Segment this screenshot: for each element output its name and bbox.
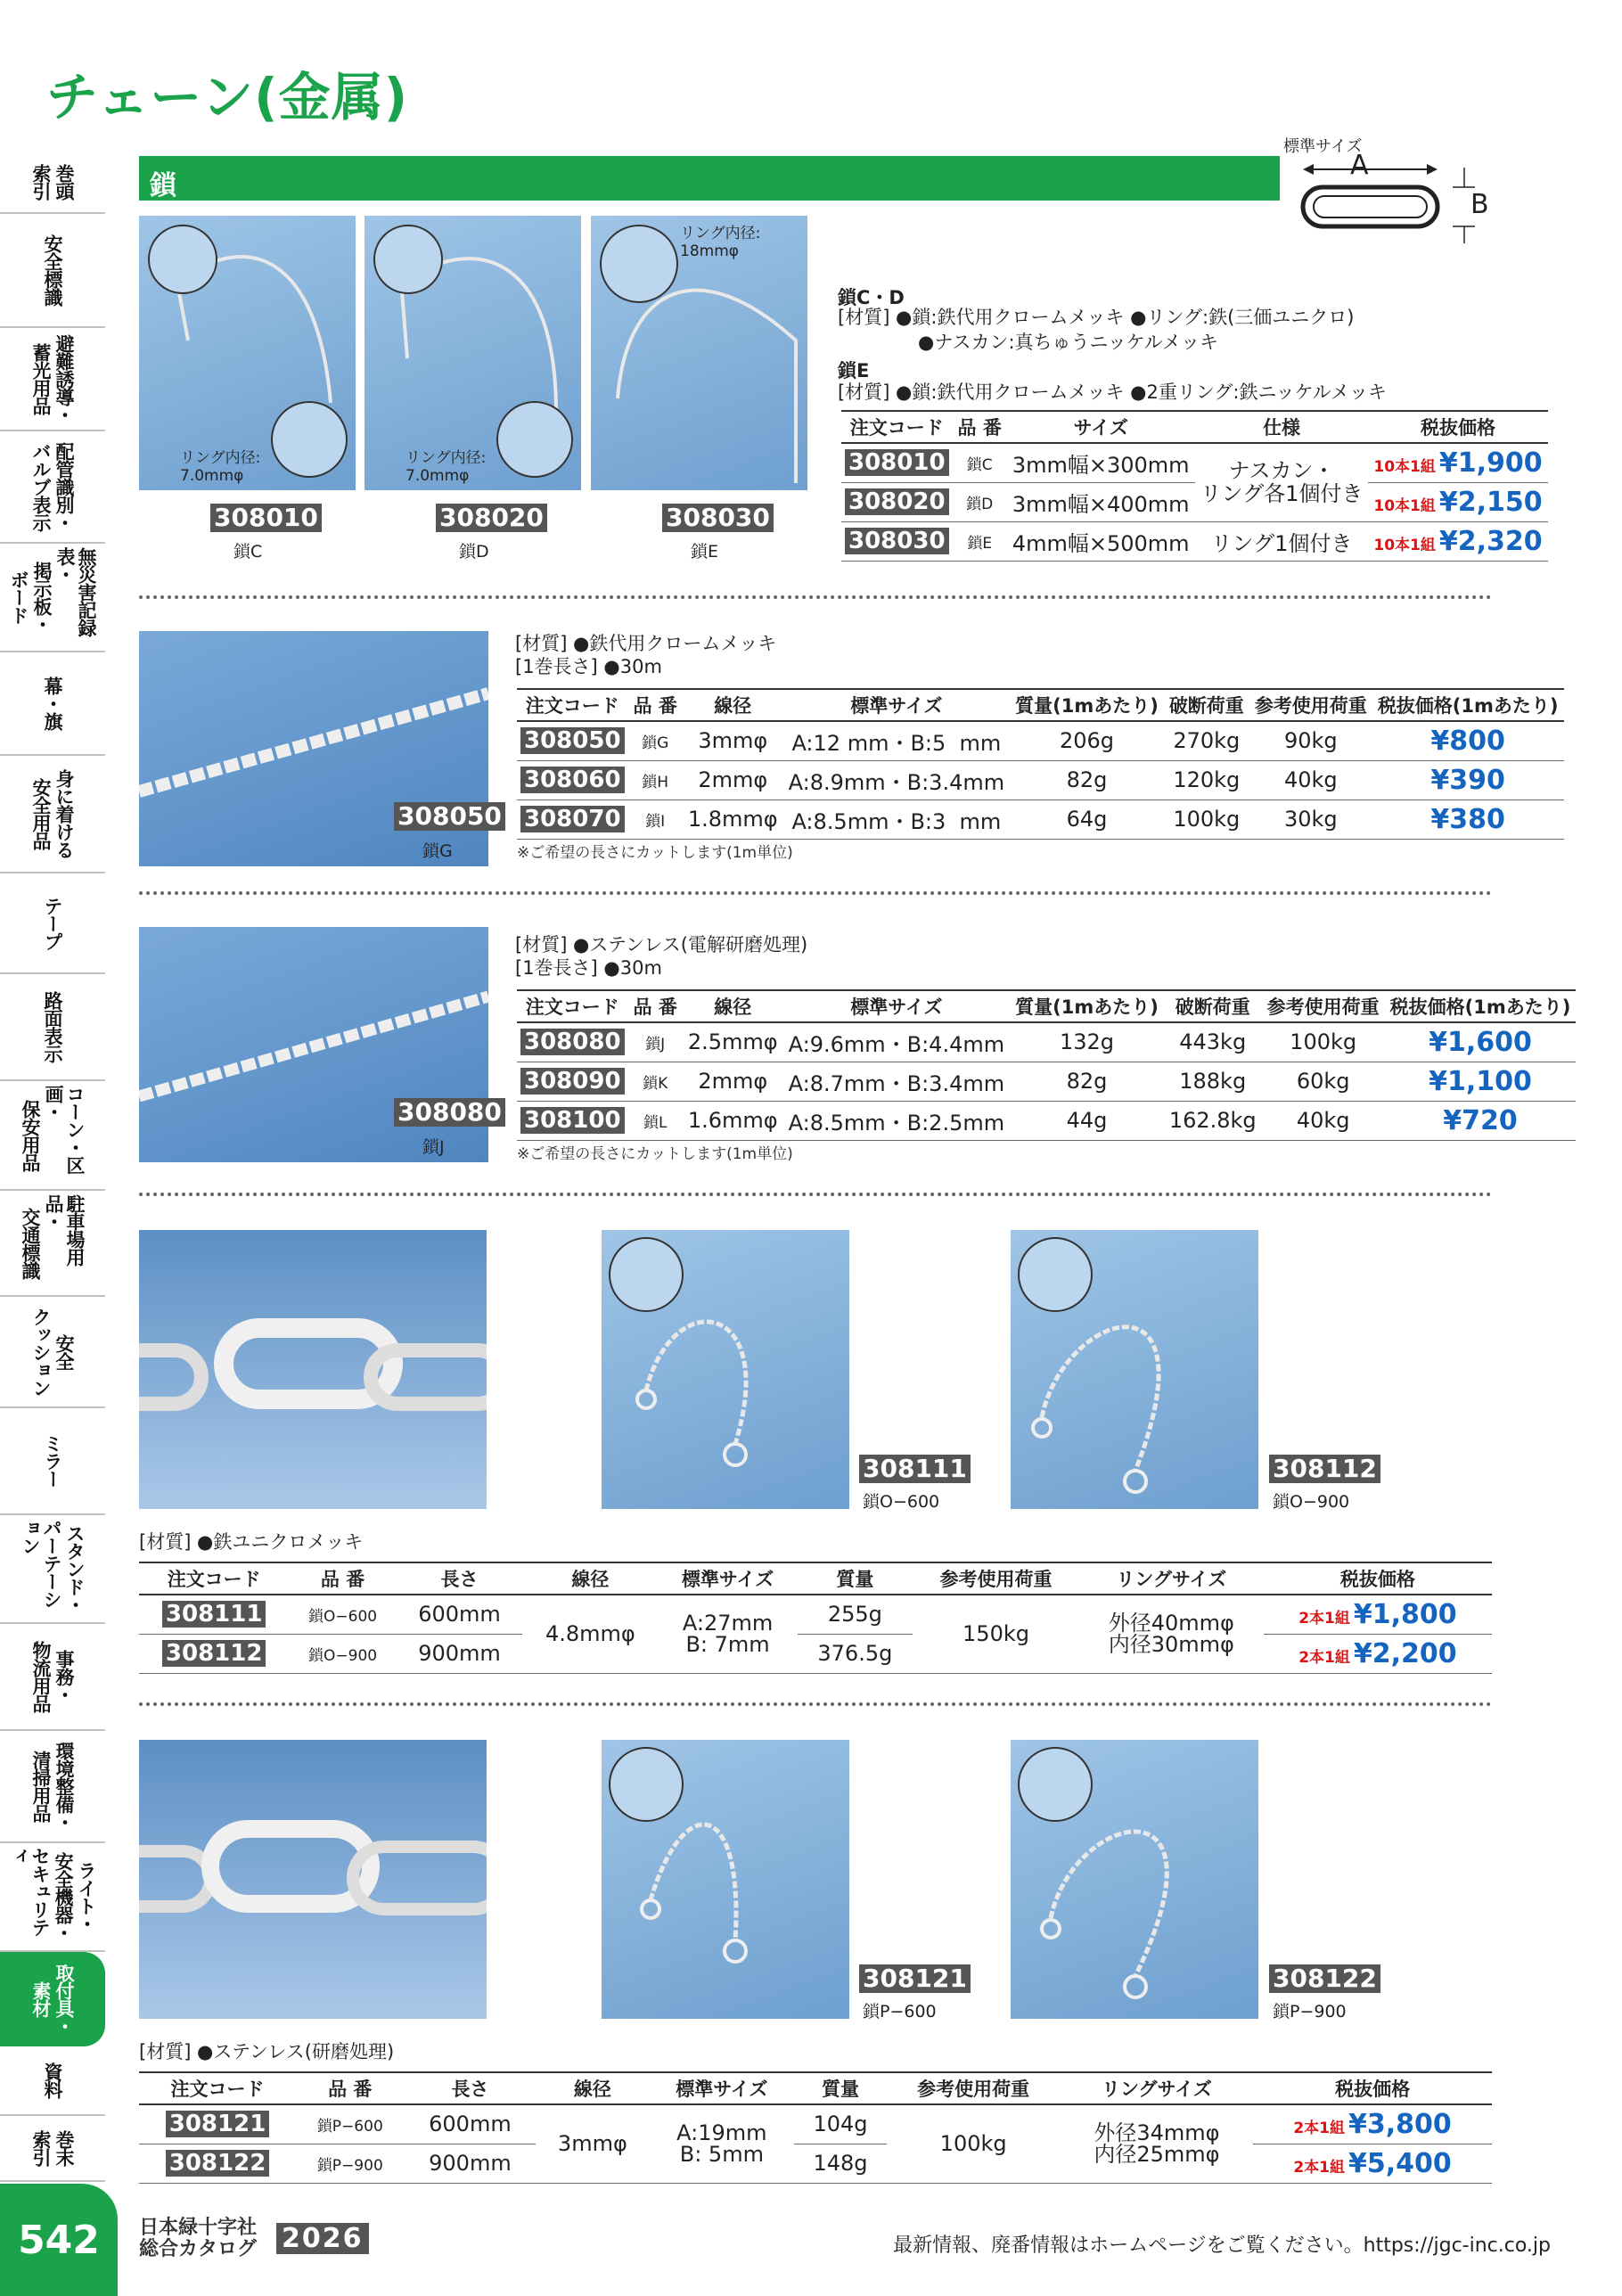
price: ¥1,800 [1353,1598,1457,1630]
th-col: 参考使用荷重 [1262,990,1385,1022]
sidebar-tab-label: 保安用品 [20,1099,41,1171]
ring-note: リング内径: 7.0mmφ [406,449,487,485]
part-no: 鎖H [628,760,683,800]
photo-name: 鎖E [691,542,719,562]
sidebar-tab-label: 安全 [53,1333,75,1370]
catalog-name [139,2218,257,2260]
table-row [841,443,1548,482]
sidebar-tab-label: 避難誘導・ [53,334,75,423]
sidebar-tab-label: ボード [8,570,29,624]
th-col: 質量(1mあたり) [1010,689,1164,721]
break-load: 270kg [1164,721,1249,760]
mass: 255g [798,1595,913,1634]
ring-size: 外径40mmφ 内径30mmφ [1079,1595,1264,1673]
th-code: 注文コード [841,411,953,443]
mass: 148g [794,2144,886,2183]
table-row [517,760,1564,800]
inset-ring [271,401,348,478]
std-size-b: B [1470,189,1489,220]
price: ¥5,400 [1348,2147,1452,2179]
ref-load: 40kg [1262,1101,1385,1140]
th-col: 品 番 [289,1562,396,1595]
spec: ナスカン・ リング各1個付き [1195,443,1369,521]
sidebar-tab[interactable] [0,756,105,873]
inset-snap-hook [148,225,217,294]
std-size-label: 標準サイズ [1283,137,1363,156]
mass: 132g [1010,1022,1164,1062]
divider [139,1193,1492,1196]
wire-dia: 3mmφ [683,721,783,760]
sidebar-tab[interactable] [0,1515,105,1624]
th-size: サイズ [1007,411,1195,443]
std-size: A:19mm B: 5mm [649,2104,794,2183]
order-code: 308050 [520,727,625,754]
order-code: 308080 [520,1029,625,1055]
sidebar-tab[interactable] [0,328,105,431]
wire-dia: 2.5mmφ [683,1022,783,1062]
th-col: 破断荷重 [1164,990,1262,1022]
th-col: 注文コード [139,2072,296,2104]
product-photo-308010 [139,216,356,490]
th-col: 標準サイズ [649,2072,794,2104]
cd-title: 鎖C・D [838,287,905,308]
catalog-year: 2026 [276,2223,369,2254]
order-code: 308030 [845,528,949,554]
sidebar-tab[interactable] [0,2116,105,2182]
material: [材質] ●鉄代用クロームメッキ [515,633,777,654]
th-spec: 仕様 [1195,411,1369,443]
unit: 2本1組 [1293,2119,1346,2137]
part-no: 鎖P−600 [296,2104,404,2144]
break-load: 443kg [1164,1022,1262,1062]
photo-code: 308010 [210,504,322,532]
product-photo-308111 [602,1230,849,1509]
part-no: 鎖L [628,1101,683,1140]
sidebar-tab-label: 路面表示 [42,991,63,1062]
break-load: 100kg [1164,800,1249,839]
unit: 2本1組 [1293,2158,1346,2177]
th-col: 標準サイズ [659,1562,798,1595]
th-col: 品 番 [296,2072,404,2104]
table-row [139,2144,1492,2183]
inset-ring [1018,1237,1093,1312]
mass: 82g [1010,760,1164,800]
sidebar-tab-label: 幕・旗 [42,676,63,730]
part-no: 鎖O−900 [289,1634,396,1673]
part-no: 鎖O−600 [289,1595,396,1634]
photo-name: 鎖D [459,542,489,562]
th-col: 注文コード [139,1562,289,1595]
divider [139,891,1492,895]
ref-load: 60kg [1262,1062,1385,1101]
e-material: [材質] ●鎖:鉄代用クロームメッキ ●2重リング:鉄ニッケルメッキ [838,381,1387,403]
wire-dia: 2mmφ [683,760,783,800]
th-col: 品 番 [628,990,683,1022]
sidebar-tab[interactable] [0,1624,105,1731]
length: 900mm [405,2144,537,2183]
break-load: 120kg [1164,760,1249,800]
th-col: 参考使用荷重 [887,2072,1061,2104]
price: ¥720 [1385,1101,1577,1140]
photo-code: 308112 [1269,1455,1380,1483]
mass: 82g [1010,1062,1164,1101]
order-code: 308121 [166,2111,270,2137]
th-col: 質量(1mあたり) [1010,990,1164,1022]
std-size: A:8.5mm・B:2.5mm [783,1101,1010,1140]
order-code: 308020 [845,488,949,515]
part-no: 鎖P−900 [296,2144,404,2183]
unit: 10本1組 [1373,536,1436,554]
ref-load: 100kg [1262,1022,1385,1062]
th-col: 質量 [794,2072,886,2104]
page-number: 542 [0,2184,118,2296]
th-col: 標準サイズ [783,689,1010,721]
closeup-photo-stainless-chain [139,1740,487,2019]
ring-note: リング内径: 7.0mmφ [180,449,261,485]
sidebar-tab[interactable] [0,974,105,1081]
photo-code: 308121 [859,1964,971,1993]
sidebar-tab-label: 清掃用品 [30,1751,52,1822]
product-photo-308050 [139,631,502,866]
order-code: 308060 [520,767,625,793]
sidebar-tab-label: 事務・ [53,1650,75,1703]
order-code: 308112 [162,1640,266,1667]
wire-dia: 1.6mmφ [683,1101,783,1140]
mass: 44g [1010,1101,1164,1140]
divider [139,595,1492,599]
cd-material-2: ●ナスカン:真ちゅうニッケルメッキ [918,332,1219,353]
wire-dia: 3mmφ [536,2104,649,2183]
sidebar-tab-label: スタンド・ [64,1524,86,1613]
table-row [841,521,1548,561]
price: ¥1,900 [1438,447,1543,479]
sidebar-tab-label: セキュリティ [8,1847,51,1936]
closeup-photo-iron-chain [139,1230,487,1509]
mass: 64g [1010,800,1164,839]
inset-ring [1018,1747,1093,1822]
table-row [517,1022,1576,1062]
sidebar-tab-label: 安全用品 [30,778,52,849]
product-photo-308121 [602,1740,849,2019]
sidebar-tab-label: ライト・ [76,1861,97,1932]
std-size: A:27mm B: 7mm [659,1595,798,1673]
th-col: 長さ [405,2072,537,2104]
sidebar-tab-label: 資料 [42,2062,63,2098]
part-no: 鎖G [628,721,683,760]
sidebar-tab[interactable] [0,1081,105,1191]
sidebar-tab[interactable] [0,1952,105,2046]
order-code: 308111 [162,1601,266,1628]
price: ¥390 [1372,760,1564,800]
th-col: 質量 [798,1562,913,1595]
sidebar-tab[interactable] [0,1408,105,1515]
photo-code: 308111 [859,1455,971,1483]
sidebar-tab[interactable] [0,152,105,214]
sidebar-tab-label: 物流用品 [30,1641,52,1712]
unit: 10本1組 [1373,496,1436,515]
photo-name: 鎖P−600 [863,2002,937,2021]
sidebar-tab-label: 取付具・ [53,1964,75,2035]
e-title: 鎖E [838,360,870,381]
th-col: 注文コード [517,990,628,1022]
cd-material-1: [材質] ●鎖:鉄代用クロームメッキ ●リング:鉄(三価ユニクロ) [838,307,1355,328]
th-col: 注文コード [517,689,628,721]
price: ¥380 [1372,800,1564,839]
sidebar-tab[interactable] [0,1297,105,1408]
photo-name: 鎖C [233,542,263,562]
std-size: A:9.6mm・B:4.4mm [783,1022,1010,1062]
part-no: 鎖C [953,443,1007,482]
sidebar-tab[interactable] [0,431,105,544]
table-row [517,1062,1576,1101]
wire-dia: 2mmφ [683,1062,783,1101]
cut-note: ※ご希望の長さにカットします(1m単位) [517,844,793,862]
th-col: 破断荷重 [1164,689,1249,721]
photo-name: 鎖J [422,1137,445,1157]
length: 600mm [405,2104,537,2144]
th-col: 税抜価格(1mあたり) [1385,990,1577,1022]
th-col: 線径 [683,990,783,1022]
sidebar-tab[interactable] [0,1191,105,1297]
sidebar-tab-label: 身に着ける [53,769,75,858]
roll-length: [1巻長さ] ●30m [515,957,662,979]
inset-ring [609,1747,684,1822]
price: ¥800 [1372,721,1564,760]
unit: 2本1組 [1298,1609,1350,1628]
table-row [517,800,1564,839]
table-row [139,1634,1492,1673]
th-col: 参考使用荷重 [913,1562,1079,1595]
price: ¥2,320 [1438,525,1543,557]
product-photo-308112 [1011,1230,1258,1509]
photo-code: 308122 [1269,1964,1380,1993]
sidebar-tab[interactable] [0,652,105,756]
sidebar-tab-label: 環境整備・ [53,1742,75,1831]
spec-table-1 [841,410,1548,562]
break-load: 188kg [1164,1062,1262,1101]
mass: 206g [1010,721,1164,760]
th-price: 税抜価格 [1368,411,1547,443]
sidebar-tab-label: 巻頭 [53,164,75,200]
sidebar-tab-label: パーテーション [20,1519,62,1608]
website-notice: 最新情報、廃番情報はホームページをご覧ください。https://jgc-inc.co.jp [893,2234,1551,2257]
unit: 2本1組 [1298,1648,1350,1667]
ring-size: 外径34mmφ 内径25mmφ [1061,2104,1253,2183]
th-col: 参考使用荷重 [1249,689,1372,721]
std-size: A:8.7mm・B:3.4mm [783,1062,1010,1101]
th-col: 線径 [522,1562,658,1595]
price: ¥3,800 [1348,2108,1452,2140]
photo-name: 鎖O−600 [863,1492,940,1512]
table-row [517,1101,1576,1140]
ring-note: リング内径: 18mmφ [680,225,761,260]
sidebar-tab[interactable] [0,2046,105,2116]
th-col: 線径 [683,689,783,721]
std-size: A:8.9mm・B:3.4mm [783,760,1010,800]
th-col: 税抜価格 [1264,1562,1492,1595]
photo-name: 鎖O−900 [1273,1492,1350,1512]
page-title: チェーン(金属) [46,67,409,127]
photo-code: 308050 [394,802,505,831]
inset-snap-hook [373,225,443,294]
sidebar-tab[interactable] [0,1731,105,1843]
photo-code: 308030 [662,504,774,532]
divider [139,1702,1492,1706]
sidebar-tab-label: クッション [30,1307,52,1397]
sidebar-tab-label: 駐車場用品・ [43,1194,86,1266]
sidebar-tab-label: 索引 [30,2130,52,2166]
part-no: 鎖J [628,1022,683,1062]
table-row [841,482,1548,521]
product-photo-308080 [139,927,502,1162]
th-col: リングサイズ [1061,2072,1253,2104]
order-code: 308122 [166,2150,270,2177]
sidebar-tab[interactable] [0,544,105,652]
product-photo-308020 [365,216,581,490]
ref-load: 40kg [1249,760,1372,800]
material: [材質] ●ステンレス(電解研磨処理) [515,934,808,955]
spec: リング1個付き [1195,521,1369,561]
th-col: リングサイズ [1079,1562,1264,1595]
length: 900mm [397,1634,522,1673]
sidebar-tab[interactable] [0,214,105,328]
part-no: 鎖D [953,482,1007,521]
th-col: 税抜価格 [1253,2072,1492,2104]
table-row [139,2104,1492,2144]
part-no: 鎖I [628,800,683,839]
th-col: 線径 [536,2072,649,2104]
price: ¥1,600 [1385,1022,1577,1062]
ref-load: 100kg [887,2104,1061,2183]
table-row [139,1595,1492,1634]
cut-note: ※ご希望の長さにカットします(1m単位) [517,1145,793,1163]
spec-table-2 [517,688,1564,840]
order-code: 308070 [520,806,625,832]
sidebar-tab-label: 無災害記録表・ [54,547,97,636]
th-hin: 品 番 [953,411,1007,443]
price: ¥2,150 [1438,486,1543,518]
part-no: 鎖K [628,1062,683,1101]
ref-load: 90kg [1249,721,1372,760]
th-col: 税抜価格(1mあたり) [1372,689,1564,721]
sidebar-tab-label: 素材 [30,1981,52,2017]
sidebar-tab[interactable] [0,873,105,974]
spec-table-5 [139,2071,1492,2184]
sidebar-tab[interactable] [0,1843,105,1952]
sidebar-tab-label: テープ [42,896,63,950]
sidebar-tab-label: 蓄光用品 [30,343,52,414]
inset-ring [609,1237,684,1312]
price: ¥1,100 [1385,1062,1577,1101]
ref-load: 30kg [1249,800,1372,839]
part-no: 鎖E [953,521,1007,561]
material: [材質] ●ステンレス(研磨処理) [139,2041,395,2062]
ref-load: 150kg [913,1595,1079,1673]
sidebar-tab-label: 安全機器・ [53,1852,74,1941]
sidebar-tab-label: 掲示板・ [31,562,53,633]
table-row [517,721,1564,760]
mass: 376.5g [798,1634,913,1673]
std-size: A:8.5mm・B:3 mm [783,800,1010,839]
unit: 10本1組 [1373,457,1436,476]
size: 3mm幅×300mm [1007,443,1195,482]
size: 4mm幅×500mm [1007,521,1195,561]
th-col: 品 番 [628,689,683,721]
sidebar-tab-label: バルブ表示 [30,442,52,531]
inset-double-ring [600,225,678,303]
roll-length: [1巻長さ] ●30m [515,656,662,677]
th-col: 長さ [397,1562,522,1595]
inset-ring [496,401,573,478]
mass: 104g [794,2104,886,2144]
wire-dia: 4.8mmφ [522,1595,658,1673]
sidebar-tab-label: 索引 [30,164,52,200]
sidebar-tab-label: 交通標識 [20,1207,41,1279]
catalog-line-2: 総合カタログ [139,2238,258,2260]
product-photo-308122 [1011,1740,1258,2019]
product-photo-308030 [591,216,807,490]
photo-code: 308080 [394,1098,505,1127]
th-col: 標準サイズ [783,990,1010,1022]
order-code: 308090 [520,1068,625,1095]
photo-code: 308020 [436,504,547,532]
order-code: 308100 [520,1107,625,1134]
std-size-a: A [1350,150,1369,181]
sidebar-tab-label: 配管識別・ [53,442,75,531]
material: [材質] ●鉄ユニクロメッキ [139,1531,364,1553]
order-code: 308010 [845,449,949,476]
break-load: 162.8kg [1164,1101,1262,1140]
sidebar-tab-label: コーン・区画・ [43,1085,86,1174]
std-size: A:12 mm・B:5 mm [783,721,1010,760]
photo-name: 鎖G [422,841,453,861]
price: ¥2,200 [1353,1637,1457,1669]
sidebar-tab-label: 巻末 [53,2130,75,2166]
spec-table-4 [139,1562,1492,1674]
size: 3mm幅×400mm [1007,482,1195,521]
photo-name: 鎖P−900 [1273,2002,1347,2021]
length: 600mm [397,1595,522,1634]
sidebar-tab-label: 安全標識 [42,234,63,306]
sidebar-tab-label: ミラー [42,1434,63,1488]
spec-table-3 [517,989,1576,1141]
wire-dia: 1.8mmφ [683,800,783,839]
section-title-bar: 鎖 [139,156,1280,201]
catalog-line-1: 日本緑十字社 [139,2217,258,2239]
